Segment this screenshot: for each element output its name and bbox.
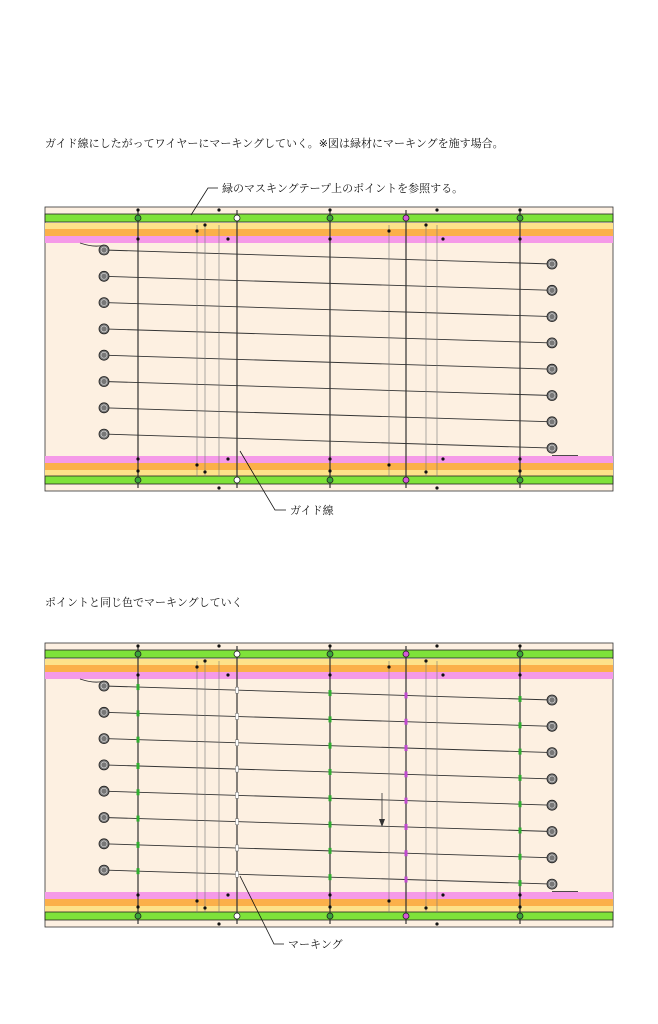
reference-point: [135, 477, 141, 483]
wire-marking: [137, 868, 140, 874]
wire-marking: [329, 690, 332, 696]
pin-dot: [518, 469, 521, 472]
wire-marking: [519, 775, 522, 781]
pin-dot: [328, 469, 331, 472]
coil-right: [547, 443, 557, 453]
wire-marking: [137, 684, 140, 690]
wire-marking: [329, 822, 332, 828]
coil-right: [547, 312, 557, 322]
wire-marking: [405, 824, 408, 830]
pin-dot: [136, 673, 139, 676]
reference-point: [517, 215, 523, 221]
pin-dot: [387, 665, 390, 668]
pin-dot: [226, 457, 229, 460]
pin-dot: [424, 470, 427, 473]
coil-left: [99, 298, 109, 308]
coil-right: [547, 695, 557, 705]
pin-dot: [226, 237, 229, 240]
reference-point: [327, 477, 333, 483]
pin-dot: [328, 905, 331, 908]
wire-marking: [519, 696, 522, 702]
wire-marking: [405, 745, 408, 751]
pin-dot: [203, 223, 206, 226]
coil-left: [99, 429, 109, 439]
pin-dot: [217, 644, 220, 647]
pin-dot: [226, 673, 229, 676]
pin-dot: [328, 673, 331, 676]
pin-dot: [518, 893, 521, 896]
pin-dot: [387, 899, 390, 902]
pin-dot: [203, 470, 206, 473]
pin-dot: [195, 463, 198, 466]
pin-dot: [203, 906, 206, 909]
reference-point: [403, 913, 409, 919]
tape-yellow-top: [45, 223, 613, 229]
pin-dot: [195, 665, 198, 668]
wire-marking: [329, 874, 332, 880]
reference-point: [135, 651, 141, 657]
coil-right: [547, 285, 557, 295]
wire-marking: [405, 877, 408, 883]
pin-dot: [387, 463, 390, 466]
marking-callout-text: マーキング: [288, 938, 343, 951]
wire-marking: [519, 854, 522, 860]
pin-dot: [226, 893, 229, 896]
coil-right: [547, 364, 557, 374]
pin-dot: [136, 208, 139, 211]
coil-right: [547, 774, 557, 784]
tape-orange-bottom: [45, 463, 613, 470]
coil-left: [99, 707, 109, 717]
step2-caption: ポイントと同じ色でマーキングしていく: [45, 596, 243, 609]
reference-point: [517, 477, 523, 483]
pin-dot: [328, 237, 331, 240]
board-background: [45, 643, 613, 927]
reference-point: [234, 651, 240, 657]
pin-dot: [328, 457, 331, 460]
tape-yellow-top: [45, 659, 613, 665]
pin-dot: [328, 208, 331, 211]
pin-dot: [518, 457, 521, 460]
pin-dot: [441, 673, 444, 676]
pin-dot: [424, 659, 427, 662]
coil-left: [99, 681, 109, 691]
pin-dot: [441, 457, 444, 460]
wire-marking: [329, 795, 332, 801]
pin-dot: [518, 905, 521, 908]
pin-dot: [328, 644, 331, 647]
wire-marking: [405, 771, 408, 777]
diagram-marking: [45, 643, 613, 927]
pin-dot: [328, 893, 331, 896]
coil-right: [547, 879, 557, 889]
wire-marking: [329, 716, 332, 722]
wire-marking: [519, 828, 522, 834]
pin-dot: [518, 208, 521, 211]
wire-marking: [236, 713, 239, 719]
reference-point: [135, 215, 141, 221]
wire-marking: [137, 763, 140, 769]
pin-dot: [435, 922, 438, 925]
wire-marking: [236, 740, 239, 746]
coil-right: [547, 417, 557, 427]
coil-left: [99, 813, 109, 823]
tape-orange-bottom: [45, 899, 613, 906]
board-background: [45, 207, 613, 491]
pin-dot: [217, 208, 220, 211]
wire-marking: [236, 766, 239, 772]
wire-marking: [137, 816, 140, 822]
reference-point: [234, 215, 240, 221]
coil-right: [547, 748, 557, 758]
pin-dot: [424, 906, 427, 909]
wire-marking: [236, 871, 239, 877]
pin-dot: [441, 893, 444, 896]
coil-left: [99, 324, 109, 334]
wire-marking: [137, 842, 140, 848]
wire-marking: [329, 743, 332, 749]
reference-point: [327, 651, 333, 657]
coil-left: [99, 403, 109, 413]
pin-dot: [136, 457, 139, 460]
pin-dot: [136, 905, 139, 908]
wire-marking: [519, 722, 522, 728]
pin-dot: [518, 644, 521, 647]
pin-dot: [518, 673, 521, 676]
wire-marking: [236, 845, 239, 851]
pin-dot: [195, 229, 198, 232]
coil-right: [547, 259, 557, 269]
coil-right: [547, 800, 557, 810]
reference-point: [403, 651, 409, 657]
wire-marking: [236, 819, 239, 825]
coil-left: [99, 245, 109, 255]
coil-right: [547, 391, 557, 401]
reference-point: [327, 913, 333, 919]
wire-marking: [137, 737, 140, 743]
reference-point: [403, 477, 409, 483]
wire-marking: [405, 692, 408, 698]
pin-dot: [424, 223, 427, 226]
pin-dot: [217, 486, 220, 489]
reference-point: [234, 913, 240, 919]
pin-dot: [441, 237, 444, 240]
pin-dot: [217, 922, 220, 925]
tape-orange-top: [45, 229, 613, 236]
reference-point: [327, 215, 333, 221]
pin-dot: [195, 899, 198, 902]
pin-dot: [136, 237, 139, 240]
pin-dot: [136, 644, 139, 647]
coil-left: [99, 271, 109, 281]
wire-marking: [519, 749, 522, 755]
guide-line-callout-text: ガイド線: [290, 504, 334, 517]
reference-point: [517, 651, 523, 657]
wire-marking: [405, 719, 408, 725]
reference-point: [234, 477, 240, 483]
wire-marking: [236, 792, 239, 798]
pin-dot: [136, 893, 139, 896]
reference-point: [403, 215, 409, 221]
wire-marking: [405, 798, 408, 804]
tape-orange-top: [45, 665, 613, 672]
coil-left: [99, 786, 109, 796]
coil-left: [99, 377, 109, 387]
coil-right: [547, 853, 557, 863]
pin-dot: [203, 659, 206, 662]
wire-marking: [329, 769, 332, 775]
intro-caption: ガイド線にしたがってワイヤーにマーキングしていく。※図は緑材にマーキングを施す場合。: [45, 137, 504, 150]
pin-dot: [435, 486, 438, 489]
coil-left: [99, 865, 109, 875]
wire-marking: [137, 710, 140, 716]
reference-callout-text: 緑のマスキングテープ上のポイントを参照する。: [222, 182, 464, 195]
wire-marking: [405, 850, 408, 856]
coil-left: [99, 350, 109, 360]
wire-marking: [137, 789, 140, 795]
reference-point: [135, 913, 141, 919]
pin-dot: [518, 237, 521, 240]
coil-left: [99, 760, 109, 770]
reference-point: [517, 913, 523, 919]
wire-marking: [519, 801, 522, 807]
wire-marking: [519, 880, 522, 886]
coil-left: [99, 734, 109, 744]
wire-marking: [236, 687, 239, 693]
diagram-guide-lines: [45, 207, 613, 491]
coil-right: [547, 721, 557, 731]
coil-right: [547, 827, 557, 837]
pin-dot: [136, 469, 139, 472]
pin-dot: [435, 644, 438, 647]
coil-left: [99, 839, 109, 849]
pin-dot: [435, 208, 438, 211]
wire-marking: [329, 848, 332, 854]
coil-right: [547, 338, 557, 348]
pin-dot: [387, 229, 390, 232]
